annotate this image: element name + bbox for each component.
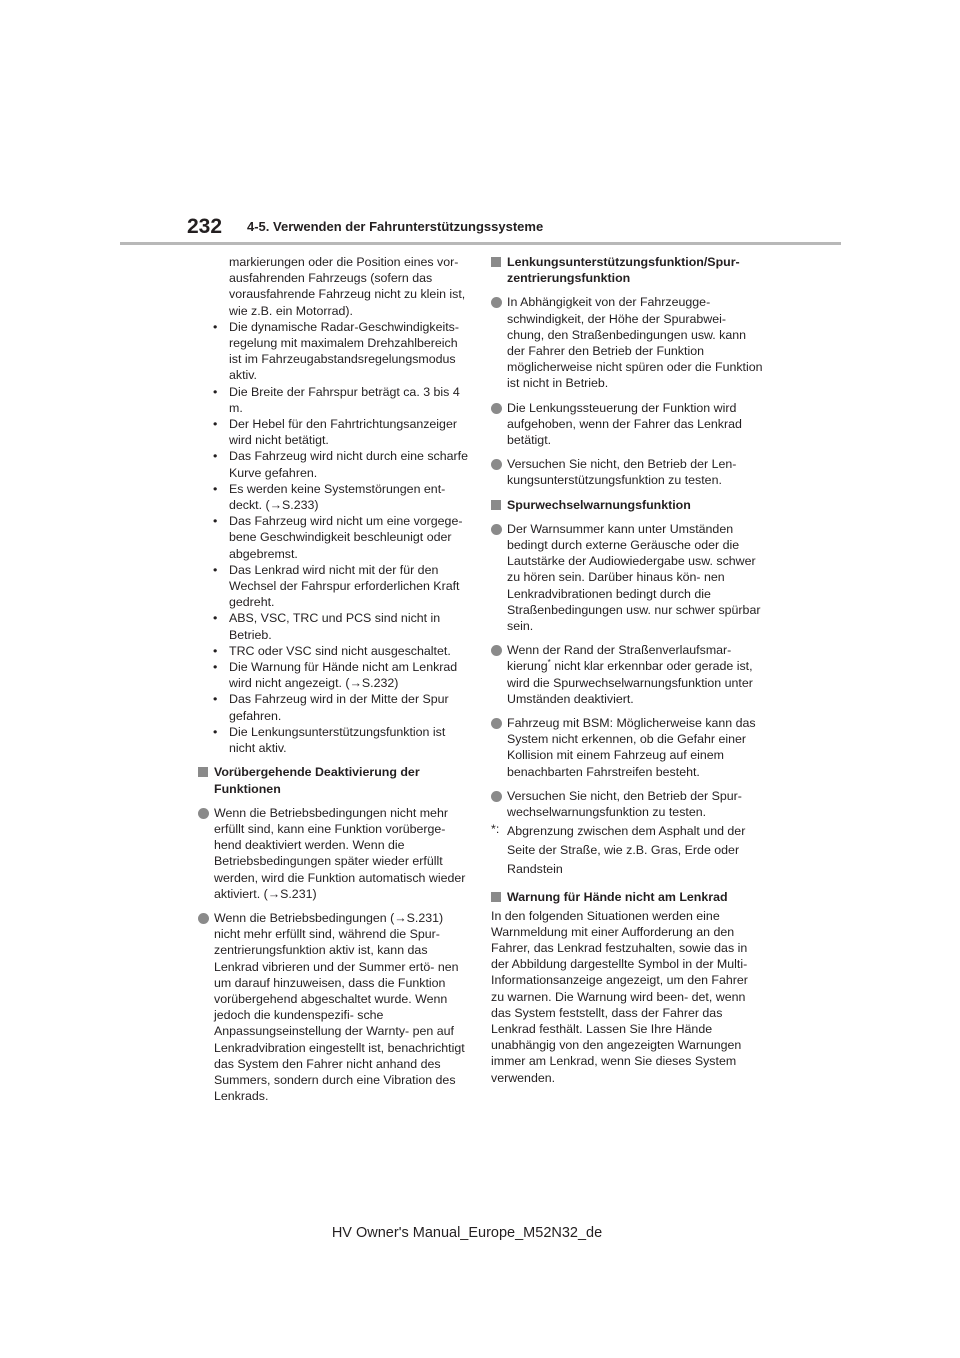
list-item: • Die Breite der Fahrspur beträgt ca. 3 bis 4 m. bbox=[213, 384, 460, 415]
section-title: 4-5. Verwenden der Fahrunterstützungssysteme bbox=[247, 219, 544, 234]
list-item: • Es werden keine Systemstörungen ent- deckt. (→S.233) bbox=[213, 481, 446, 513]
info-item: Der Warnsummer kann unter Umständen bedingt durch externe Geräusche oder die Lautstärke der Audiowiedergabe usw. schwer zu hören sein. Darüber hinaus kön- nen Lenkradvibrationen bedingt durch die Straßenbedingungen usw. nur schwer spürbar sein. bbox=[491, 521, 763, 634]
footnote-text: Abgrenzung zwischen dem Asphalt und der Seite der Straße, wie z.B. Gras, Erde oder Randstein bbox=[507, 824, 746, 877]
square-bullet-icon bbox=[491, 257, 501, 267]
info-item: Die Lenkungssteuerung der Funktion wird aufgehoben, wenn der Fahrer das Lenkrad betätigt. bbox=[491, 400, 763, 449]
lane-change-heading: Spurwechselwarnungsfunktion bbox=[491, 497, 763, 513]
list-item: • Das Fahrzeug wird nicht durch eine scharfe Kurve gefahren. bbox=[213, 449, 468, 480]
steering-heading: Lenkungsunterstützungsfunktion/Spur- zentrierungsfunktion bbox=[491, 254, 763, 286]
info-item: Wenn die Betriebsbedingungen nicht mehr erfüllt sind, kann eine Funktion vorüberge- hend deaktiviert werden. Wenn die Betriebsbedingungen später wieder erfüllt werden, wird die Funktion automatisch wieder aktiviert. (→S.231) bbox=[198, 805, 470, 902]
list-item: • Die Warnung für Hände nicht am Lenkrad wird nicht angezeigt. (→S.232) bbox=[213, 660, 458, 691]
footnote-reference: * bbox=[547, 658, 551, 668]
footnote bbox=[491, 822, 763, 879]
circle-bullet-icon bbox=[491, 718, 502, 729]
right-column bbox=[491, 254, 763, 1086]
page-header bbox=[0, 212, 960, 246]
square-bullet-icon bbox=[198, 767, 208, 777]
circle-bullet-icon bbox=[198, 913, 209, 924]
list-item: • Das Fahrzeug wird in der Mitte der Spur gefahren. bbox=[213, 692, 449, 723]
list-item: • Der Hebel für den Fahrtrichtungsanzeiger wird nicht betätigt. bbox=[213, 417, 457, 448]
list-item: • ABS, VSC, TRC und PCS sind nicht in Betrieb. bbox=[213, 611, 441, 642]
info-item: Wenn der Rand der Straßenverlaufsmar- kierung* nicht klar erkennbar oder gerade ist, wird die Spurwechselwarnungsfunktion unter Umständen deaktiviert. bbox=[491, 642, 763, 707]
deactivation-heading: Vorübergehende Deaktivierung der Funktionen bbox=[198, 764, 470, 796]
info-item: In Abhängigkeit von der Fahrzeugge- schwindigkeit, der Höhe der Spurabwei- chung, den Straßenbedingungen usw. kann der Fahrer den Betrieb der Funktion möglicherweise nicht spüren oder die Funktion ist nicht in Betrieb. bbox=[491, 294, 763, 391]
header-divider bbox=[120, 242, 841, 245]
list-item: • Das Lenkrad wird nicht mit der für den Wechsel der Fahrspur erforderlichen Kraft gedreht. bbox=[213, 562, 460, 610]
hands-off-heading: Warnung für Hände nicht am Lenkrad bbox=[491, 889, 763, 905]
page-footer bbox=[0, 1224, 960, 1242]
info-item: Fahrzeug mit BSM: Möglicherweise kann das System nicht erkennen, ob die Gefahr einer Kollision mit einem Fahrzeug auf einem benachbarten Fahrstreifen besteht. bbox=[491, 715, 763, 780]
list-item: • TRC oder VSC sind nicht ausgeschaltet. bbox=[213, 643, 451, 658]
circle-bullet-icon bbox=[491, 403, 502, 414]
circle-bullet-icon bbox=[491, 459, 502, 470]
info-item: Wenn die Betriebsbedingungen (→S.231) nicht mehr erfüllt sind, während die Spur- zentrierungsfunktion aktiv ist, kann das Lenkrad vibrieren und der Summer ertö- nen um darauf hinzuweisen, dass die Funktion vorübergehend abgeschaltet wurde. Wenn jedoch die kundenspezifi- sche Anpassungseinstellung der Warnty- pen auf Lenkradvibration eingestellt ist, benachrichtigt das System den Fahrer nicht anhand des Summers, sondern durch eine Vibration des Lenkrads. bbox=[198, 910, 470, 1104]
left-column bbox=[198, 254, 470, 1104]
footer-text: HV Owner's Manual_Europe_M52N32_de bbox=[331, 1225, 603, 1241]
circle-bullet-icon bbox=[198, 808, 209, 819]
circle-bullet-icon bbox=[491, 645, 502, 656]
page-number: 232 bbox=[187, 215, 223, 238]
list-item: • Das Fahrzeug wird nicht um eine vorgege- bene Geschwindigkeit beschleunigt oder abgebremst. bbox=[213, 514, 463, 561]
list-item: • Die Lenkungsunterstützungsfunktion ist nicht aktiv. bbox=[213, 724, 446, 756]
circle-bullet-icon bbox=[491, 524, 502, 535]
info-item: Versuchen Sie nicht, den Betrieb der Spur- wechselwarnungsfunktion zu testen. bbox=[491, 788, 763, 820]
square-bullet-icon bbox=[491, 500, 501, 510]
circle-bullet-icon bbox=[491, 297, 502, 308]
square-bullet-icon bbox=[491, 892, 501, 902]
hands-off-paragraph: In den folgenden Situationen werden eine Warnmeldung mit einer Aufforderung an den Fahrer, das Lenkrad festzuhalten, sowie das in der Abbildung dargestellte Symbol in der Multi-Informationsanzeige angezeigt, um den Fahrer zu warnen. Die Warnung wird been- det, wenn das System feststellt, dass der Fahrer das Lenkrad festhält. Lassen Sie Ihre Hände unabhängig von den angezeigten Warnungen immer am Lenkrad, wenn Sie dieses System verwenden. bbox=[491, 908, 748, 1085]
list-item: • Die dynamische Radar-Geschwindigkeits- regelung mit maximalem Drehzahlbereich ist im Fahrzeugabstandsregelungsmodus aktiv. bbox=[213, 319, 460, 383]
footnote-mark: *: bbox=[491, 822, 500, 837]
info-item: Versuchen Sie nicht, den Betrieb der Len- kungsunterstützungsfunktion zu testen. bbox=[491, 456, 763, 488]
continuation-paragraph: markierungen oder die Position eines vor- ausfahrenden Fahrzeugs (sofern das vorausfahrende Fahrzeug nicht zu klein ist, wie z.B. ein Motorrad). bbox=[229, 255, 466, 318]
circle-bullet-icon bbox=[491, 791, 502, 802]
condition-list bbox=[198, 319, 470, 756]
